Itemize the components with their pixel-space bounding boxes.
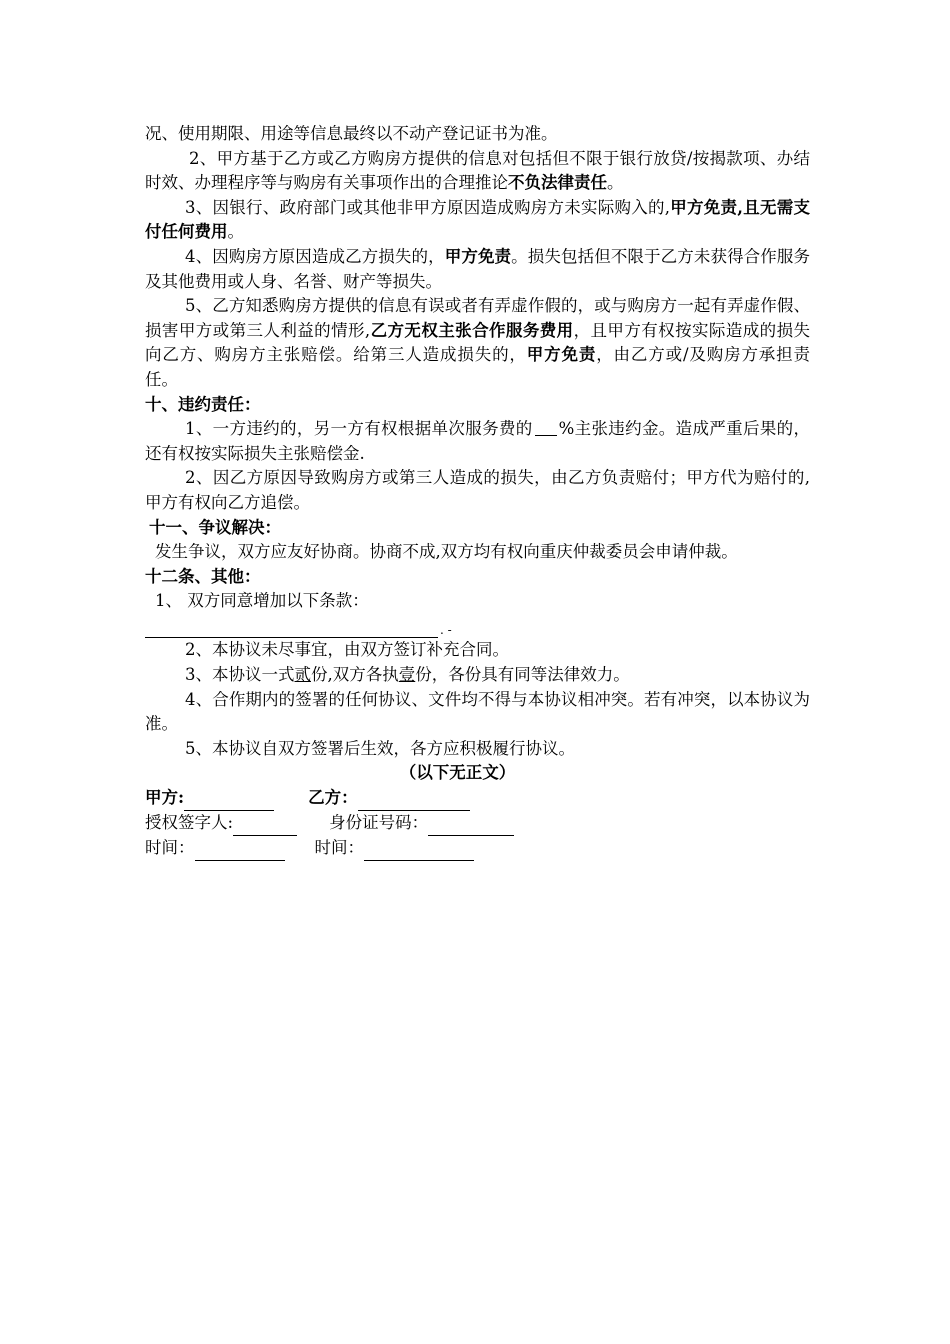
paragraph-text: ，由乙方或/及购房方承担责任。 bbox=[145, 345, 811, 389]
clause12-item1: 1、 双方同意增加以下条款： bbox=[155, 591, 369, 611]
underlined-text: 壹 bbox=[398, 665, 416, 685]
end-note: （以下无正文） bbox=[399, 763, 516, 783]
paragraph-text: 1、一方违约的，另一方有权根据单次服务费的 bbox=[185, 419, 533, 439]
paragraph-text: 。 bbox=[227, 222, 244, 242]
paragraph-text: 2、甲方基于乙方或乙方购房方提供的信息对包括但不限于银行放贷/按揭款项、办结时效、办理程序等与购房有关事项作出的合理推论 bbox=[145, 148, 810, 193]
underlined-text: 贰 bbox=[294, 665, 311, 685]
bold-text: 甲方免责 bbox=[526, 345, 597, 365]
time-b-entry bbox=[315, 836, 475, 861]
party-b-label: 乙方： bbox=[308, 788, 358, 808]
paragraph-text: 3、本协议一式 bbox=[185, 665, 295, 685]
party-a-label: 甲方: bbox=[145, 788, 185, 808]
paragraph-text: 份,双方各执 bbox=[311, 665, 399, 685]
clause9-item5 bbox=[145, 294, 810, 392]
bold-text: 乙方无权主张合作服务费用 bbox=[370, 320, 574, 340]
clause9-item4 bbox=[145, 245, 810, 294]
party-a-field bbox=[184, 792, 274, 811]
contract-page bbox=[145, 122, 810, 861]
paragraph-text: 3、因银行、政府部门或其他非甲方原因造成购房方未实际购入的, bbox=[185, 197, 670, 217]
paragraph-text: 。 bbox=[607, 173, 624, 193]
clause10-heading: 十、违约责任： bbox=[145, 394, 261, 414]
time-a-entry bbox=[145, 836, 285, 861]
clause9-item2 bbox=[145, 147, 810, 196]
paragraph-text: 份，各份具有同等法律效力。 bbox=[415, 665, 630, 685]
paragraph-text: 。损失包括但不限于乙方未获得合作服务及其他费用或人身、名誉、财产等损失。 bbox=[145, 246, 811, 291]
clause12-item4: 4、合作期内的签署的任何协议、文件均不得与本协议相冲突。若有冲突，以本协议为准。 bbox=[145, 689, 810, 734]
additional-terms-line bbox=[145, 614, 810, 639]
clause9-continuation bbox=[145, 122, 810, 147]
signature-row-time bbox=[145, 836, 810, 861]
time-b-field bbox=[364, 842, 474, 861]
clause12-item3 bbox=[145, 663, 810, 688]
bold-text: 甲方免责,且无需支付任何费用 bbox=[145, 197, 810, 242]
time-a-field bbox=[195, 842, 285, 861]
clause12-item2: 2、本协议未尽事宜，由双方签订补充合同。 bbox=[185, 640, 509, 660]
party-b-field bbox=[358, 792, 470, 811]
time-b-label: 时间： bbox=[314, 838, 364, 858]
clause9-item3 bbox=[145, 196, 810, 245]
clause10-item1 bbox=[145, 417, 810, 466]
paragraph-text: ，且甲方有权按实际造成的损失向乙方、购房方主张赔偿。给第三人造成损失的， bbox=[145, 320, 811, 365]
clause11-body: 发生争议，双方应友好协商。协商不成,双方均有权向重庆仲裁委员会申请仲裁。 bbox=[155, 542, 738, 562]
percent-blank bbox=[535, 418, 557, 436]
clause12-heading: 十二条、其他： bbox=[145, 566, 261, 586]
signature-row-signer bbox=[145, 811, 810, 836]
signature-row-parties bbox=[145, 786, 810, 811]
fill-in-line bbox=[145, 619, 438, 638]
line-tail-mark: . - bbox=[440, 623, 452, 638]
party-a-signature bbox=[145, 786, 274, 811]
bold-text: 甲方免责 bbox=[444, 246, 512, 266]
paragraph-text: 5、乙方知悉购房方提供的信息有误或者有弄虚作假的，或与购房方一起有弄虚作假、损害甲方或第三人利益的情形, bbox=[145, 296, 810, 340]
paragraph-text: %主张违约金。造成严重后果的，还有权按实际损失主张赔偿金. bbox=[145, 419, 810, 463]
id-number-entry bbox=[329, 811, 514, 836]
auth-signer-field bbox=[233, 817, 297, 836]
time-a-label: 时间： bbox=[145, 838, 195, 858]
clause11-heading: 十一、争议解决： bbox=[149, 517, 281, 537]
auth-signer-label: 授权签字人: bbox=[145, 813, 234, 833]
clause10-item2: 2、因乙方原因导致购房方或第三人造成的损失，由乙方负责赔付；甲方代为赔付的,甲方有权向乙方追偿。 bbox=[145, 468, 810, 512]
paragraph-text: 况、使用期限、用途等信息最终以不动产登记证书为准。 bbox=[145, 124, 558, 143]
id-number-label: 身份证号码： bbox=[329, 813, 429, 833]
paragraph-text: 4、因购房方原因造成乙方损失的， bbox=[185, 246, 445, 266]
id-number-field bbox=[428, 817, 514, 836]
party-b-signature bbox=[308, 786, 470, 811]
auth-signer-signature bbox=[145, 811, 297, 836]
bold-text: 不负法律责任 bbox=[508, 173, 607, 193]
clause12-item5: 5、本协议自双方签署后生效，各方应积极履行协议。 bbox=[185, 738, 575, 758]
